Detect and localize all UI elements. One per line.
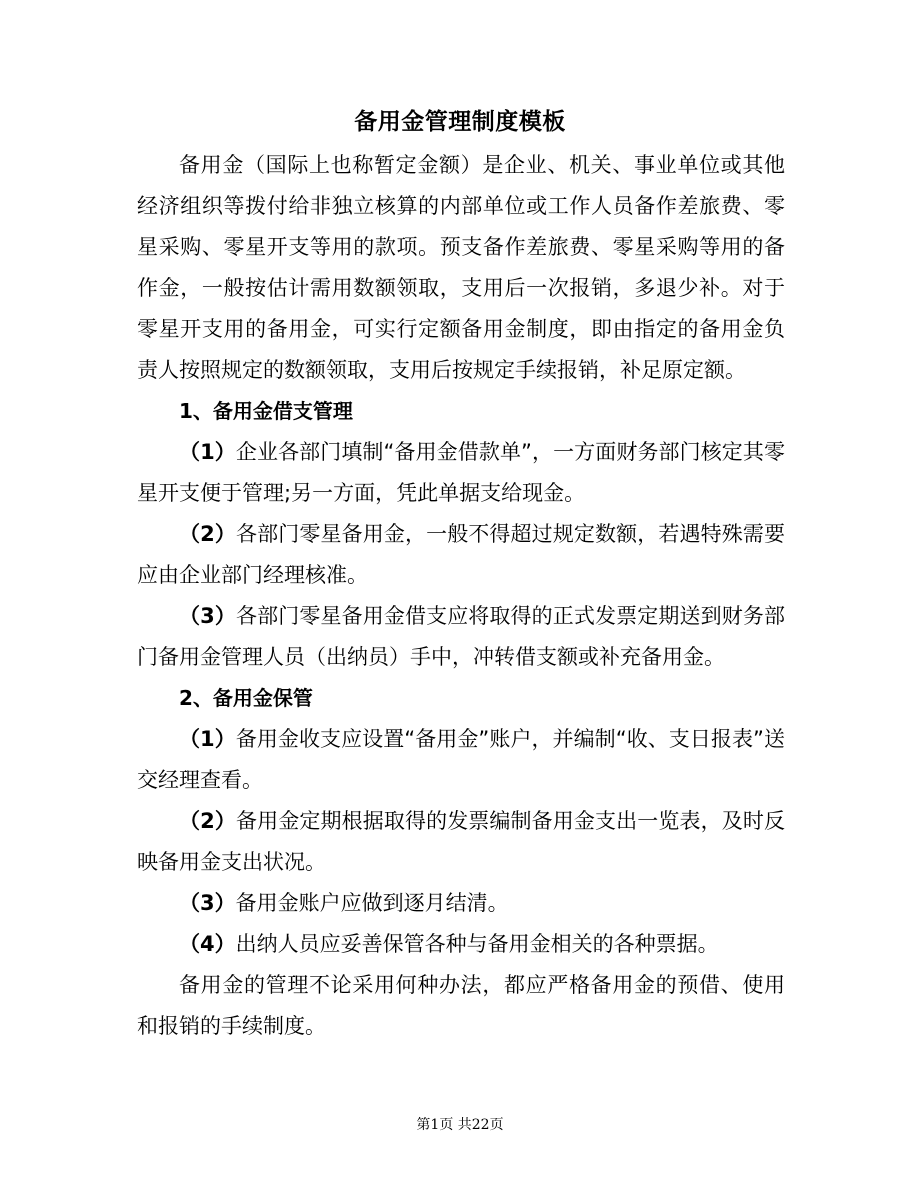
item-text: 备用金定期根据取得的发票编制备用金支出一览表，及时反映备用金支出状况。: [137, 809, 785, 874]
page-number-footer: 第1页 共22页: [416, 1117, 504, 1133]
item-text: 备用金收支应设置“备用金”账户，并编制“收、支日报表”送交经理查看。: [137, 727, 786, 792]
item-number: （4）: [179, 932, 236, 956]
item-number: （2）: [179, 522, 236, 546]
item-text: 企业各部门填制“备用金借款单”，一方面财务部门核定其零星开支便于管理;另一方面，凭此单据支给现金。: [137, 440, 785, 505]
item-number: （1）: [179, 440, 236, 464]
custody-item-2: [137, 801, 785, 883]
item-number: （3）: [179, 891, 236, 915]
borrowing-item-3: [137, 596, 785, 678]
item-number: （2）: [179, 809, 236, 833]
item-number: （3）: [179, 604, 236, 628]
custody-item-1: [137, 719, 785, 801]
document-body: [137, 145, 785, 1047]
closing-paragraph: 备用金的管理不论采用何种办法，都应严格备用金的预借、使用和报销的手续制度。: [137, 973, 785, 1038]
document-title: 备用金管理制度模板: [354, 109, 566, 135]
item-text: 各部门零星备用金，一般不得超过规定数额，若遇特殊需要应由企业部门经理核准。: [137, 522, 785, 587]
item-text: 各部门零星备用金借支应将取得的正式发票定期送到财务部门备用金管理人员（出纳员）手中，冲转借支额或补充备用金。: [137, 604, 785, 669]
custody-item-4: [137, 924, 785, 965]
borrowing-item-2: [137, 514, 785, 596]
section-heading-borrowing: 1、备用金借支管理: [179, 399, 353, 423]
custody-item-3: [137, 883, 785, 924]
intro-paragraph: 备用金（国际上也称暂定金额）是企业、机关、事业单位或其他经济组织等拨付给非独立核算的内部单位或工作人员备作差旅费、零星采购、零星开支等用的款项。预支备作差旅费、零星采购等用的备作金，一般按估计需用数额领取，支用后一次报销，多退少补。对于零星开支用的备用金，可实行定额备用金制度，即由指定的备用金负责人按照规定的数额领取，支用后按规定手续报销，补足原定额。: [137, 153, 785, 382]
section-heading-custody: 2、备用金保管: [179, 686, 313, 710]
item-number: （1）: [179, 727, 236, 751]
item-text: 备用金账户应做到逐月结清。: [235, 891, 509, 915]
item-text: 出纳人员应妥善保管各种与备用金相关的各种票据。: [235, 932, 719, 956]
borrowing-item-1: [137, 432, 785, 514]
